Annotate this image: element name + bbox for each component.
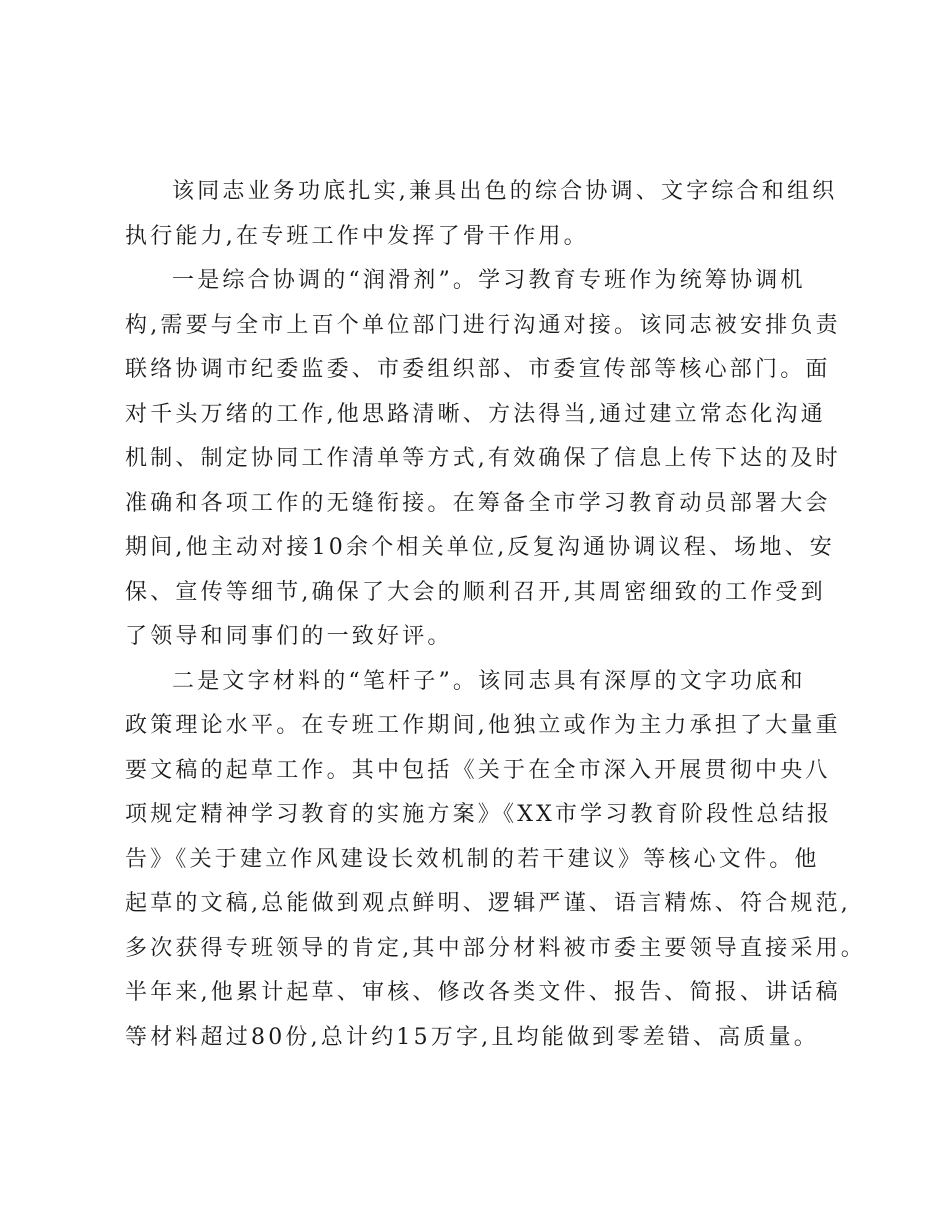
text-line: 执行能力,在专班工作中发挥了骨干作用。 (125, 223, 589, 249)
text-line: 要文稿的起草工作。其中包括《关于在全市深入开展贯彻中央八 (125, 757, 831, 783)
text-line: 该同志业务功底扎实,兼具出色的综合协调、文字综合和组织 (172, 179, 838, 204)
text-line: 构,需要与全市上百个单位部门进行沟通对接。该同志被安排负责 (125, 312, 841, 338)
text-line: 联络协调市纪委监委、市委组织部、市委宣传部等核心部门。面 (125, 357, 831, 382)
text-line: 对千头万绪的工作,他思路清晰、方法得当,通过建立常态化沟通 (125, 401, 826, 427)
paragraph-coordination (125, 259, 845, 660)
text-line: 半年来,他累计起草、审核、修改各类文件、报告、简报、讲话稿 (125, 980, 841, 1005)
text-line: 了领导和同事们的一致好评。 (125, 624, 453, 649)
document-body (125, 170, 866, 1060)
text-line: 保、宣传等细节,确保了大会的顺利召开,其周密细致的工作受到 (125, 579, 826, 605)
paragraph-summary (125, 170, 845, 259)
text-line: 项规定精神学习教育的实施方案》《XX市学习教育阶段性总结报 (125, 802, 833, 827)
text-line: 一是综合协调的“润滑剂”。学习教育专班作为统筹协调机 (172, 268, 806, 293)
text-line: 政策理论水平。在专班工作期间,他独立或作为主力承担了大量重 (125, 713, 841, 738)
paragraph-writing (125, 660, 866, 1061)
text-line: 机制、制定协同工作清单等方式,有效确保了信息上传下达的及时 (125, 446, 841, 471)
text-line: 多次获得专班领导的肯定,其中部分材料被市委主要领导直接采用。 (125, 935, 866, 961)
text-line: 起草的文稿,总能做到观点鲜明、逻辑严谨、语言精炼、符合规范, (125, 891, 851, 916)
text-line: 告》《关于建立作风建设长效机制的若干建议》等核心文件。他 (125, 846, 820, 872)
text-line: 二是文字材料的“笔杆子”。该同志具有深厚的文字功底和 (172, 668, 806, 694)
text-line: 等材料超过80份,总计约15万字,且均能做到零差错、高质量。 (125, 1024, 819, 1050)
text-line: 期间,他主动对接10余个相关单位,反复沟通协调议程、场地、安 (125, 535, 835, 560)
text-line: 准确和各项工作的无缝衔接。在筹备全市学习教育动员部署大会 (125, 490, 831, 516)
